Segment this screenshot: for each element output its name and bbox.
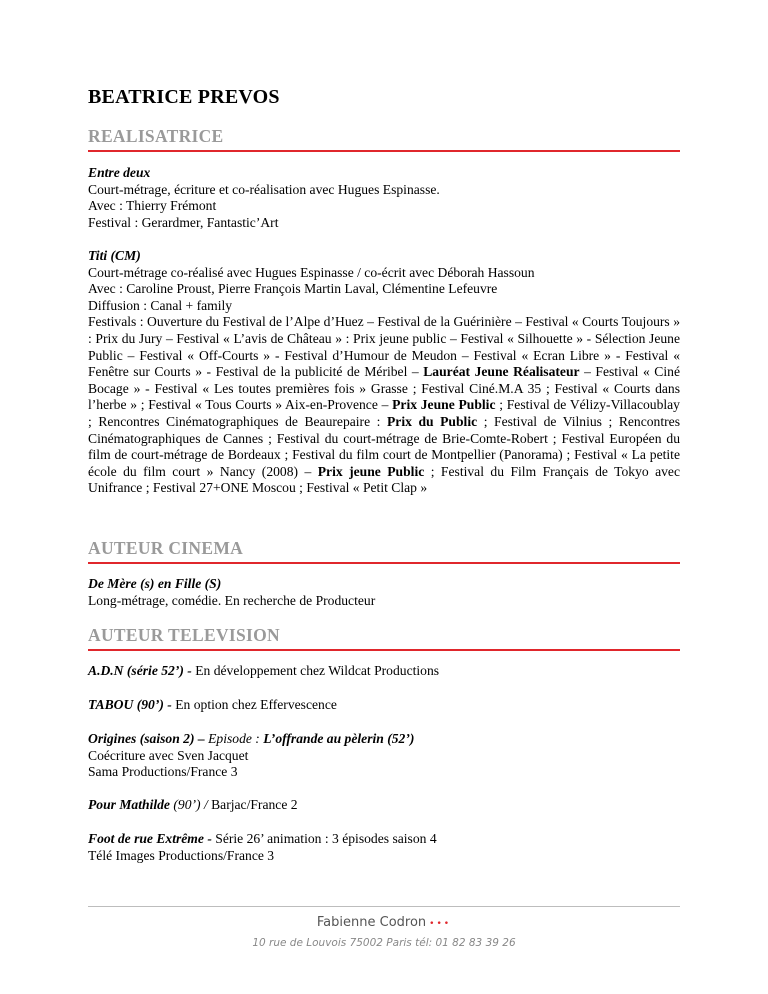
festivals-text: ; Festival du Film Français de Tokyo avec Unifrance ; Festival 27+ONE Moscou ; Festival « Petit Clap » [88,463,680,496]
entry-line: Diffusion : Canal + family [88,297,233,313]
entry-tabou [88,697,680,714]
entry-text: En option chez Effervescence [171,697,337,712]
section-auteur-television [88,625,680,651]
entry-title: A.D.N (série 52’) - [88,663,192,678]
section-auteur-cinema [88,538,680,564]
entry-line: Avec : Thierry Frémont [88,198,217,214]
entry-line: Télé Images Productions/France 3 [88,847,275,863]
section-title-auteur-television: AUTEUR TELEVISION [88,625,280,645]
entry-titi [88,248,680,497]
logo-dots: ••• [429,919,452,929]
festivals-text: – Festival « Ciné Bocage » - Festival « Les toutes premières fois » Grasse ; Festival Ciné.M.A 35 ; Festival « Courts dans l’herbe » ; Festival « Tous Courts » Aix-en-Provence – [88,364,680,413]
entry-line: Avec : Caroline Proust, Pierre François Martin Laval, Clémentine Lefeuvre [88,281,498,297]
entry-line: Court-métrage co-réalisé avec Hugues Espinasse / co-écrit avec Déborah Hassoun [88,264,535,280]
entry-text: En développement chez Wildcat Productions [191,663,440,678]
festivals-text: ; Festival de Vélizy-Villacoublay ; Rencontres Cinématographiques de Beaurepaire : [88,397,680,429]
section-divider [88,649,680,651]
section-title-auteur-cinema: AUTEUR CINEMA [88,538,244,558]
entry-duration: (90’) / [169,797,208,812]
entry-origines [88,731,680,781]
entry-line: Coécriture avec Sven Jacquet [88,747,249,763]
festivals-text: ; Festival de Vilnius ; Rencontres Cinématographiques de Cannes ; Festival du court-métrage de Brie-Comte-Robert ; Festival Européen du film de court-métrage de Bordeaux ; Festival du film court de Montpellier (Panorama) ; Festival « La petite école du film court » Nancy (2008) – [88,413,680,479]
agency-address: 10 rue de Louvois 75002 Paris tél: 01 82 83 39 26 [252,937,516,949]
section-divider [88,562,680,564]
agency-logo [0,915,768,930]
award-prix-du-public: Prix du Public [387,413,478,429]
entry-text: Série 26’ animation : 3 épisodes saison 4 [211,831,437,846]
entry-title: De Mère (s) en Fille (S) [88,576,222,591]
footer-divider [88,906,680,907]
entry-title: Entre deux [88,165,151,180]
episode-label: Episode : [204,731,264,746]
person-name: BEATRICE PREVOS [88,86,280,108]
entry-foot-de-rue [88,831,680,864]
section-divider [88,150,680,152]
entry-de-mere-en-fille [88,576,680,609]
award-laureat: Lauréat Jeune Réalisateur [423,364,580,380]
festivals-text: Festivals : Ouverture du Festival de l’Alpe d’Huez – Festival de la Guérinière – Festival « Courts Toujours » : Prix du Jury – Festival « L’avis de Château » : Prix jeune public – Festival « Silhouette » - Sélection Jeune Public – Festival « Off-Courts » - Festival d’Humour de Meudon – Festival « Ecran Libre » - Festival « Fenêtre sur Courts » - Festival de la publicité de Méribel – [88,314,680,380]
award-prix-jeune-public-2: Prix jeune Public [317,463,425,479]
entry-adn [88,663,680,680]
entry-title: Pour Mathilde [88,797,170,812]
entry-entre-deux [88,165,680,231]
entry-title: TABOU (90’) - [88,697,172,712]
entry-pour-mathilde [88,797,680,814]
entry-title: Titi (CM) [88,248,141,263]
section-realisatrice [88,126,680,152]
entry-line: Sama Productions/France 3 [88,764,238,780]
entry-line: Court-métrage, écriture et co-réalisation avec Hugues Espinasse. [88,181,440,197]
section-title-realisatrice: REALISATRICE [88,126,224,146]
entry-line: Long-métrage, comédie. En recherche de Producteur [88,592,376,608]
entry-title: Origines (saison 2) – [88,731,205,746]
agency-name: Fabienne Codron [316,915,427,930]
entry-text: Barjac/France 2 [207,797,298,812]
episode-title: L’offrande au pèlerin (52’) [263,731,415,746]
entry-line: Festival : Gerardmer, Fantastic’Art [88,214,279,230]
festivals-paragraph [88,314,680,497]
entry-title: Foot de rue Extrême - [88,831,212,846]
award-prix-jeune-public: Prix Jeune Public [392,397,496,413]
